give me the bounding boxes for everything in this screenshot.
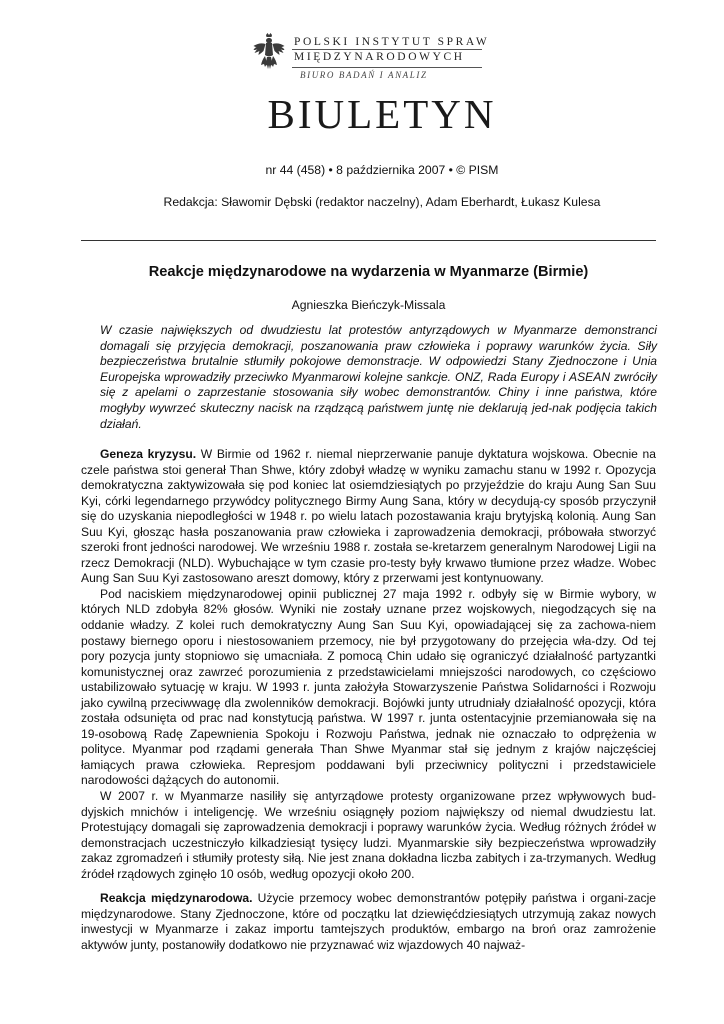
editors-line: Redakcja: Sławomir Dębski (redaktor naczelny), Adam Eberhardt, Łukasz Kulesa	[163, 195, 601, 209]
article-body	[81, 447, 656, 954]
section-lead-genesis: Geneza kryzysu.	[100, 447, 197, 461]
polish-eagle-emblem-icon	[252, 32, 286, 76]
section-lead-reaction: Reakcja międzynarodowa.	[100, 891, 253, 906]
document-header	[0, 0, 724, 160]
paragraph-protests-2007	[81, 789, 656, 882]
header-rule-bottom	[292, 67, 482, 68]
article-abstract: W czasie największych od dwudziestu lat protestów antyrządowych w Myanmarze demonstranci domagali się przyjęcia demokracji, poszanowania praw człowieka i poprawy warunków życia. Siły bezpieczeństwa brutalnie stłumiły pokojowe demonstracje. W odpowiedzi Stany Zjednoczone i Unia Europejska wprowadziły przeciwko Myanmarowi kolejne sankcje. ONZ, Rada Europy i ASEAN zwróciły się z apelami o zaprzestanie stosowania siły wobec demonstrantów. Chiny i inne państwa, które mogłyby wywrzeć skuteczny nacisk na rządzącą państwem juntę nie deklarują jed-nak podjęcia takich działań.	[100, 323, 657, 431]
department-name: BIURO BADAŃ I ANALIZ	[300, 70, 428, 80]
paragraph-elections	[81, 587, 656, 789]
header-rule-top	[292, 49, 482, 50]
institute-name-line1: POLSKI INSTYTUT SPRAW	[294, 36, 490, 48]
paragraph-text: W 2007 r. w Myanmarze nasiliły się antyrządowe protesty organizowane przez wpływowych bud-dyjskich mnichów i inteligencję. We wrześniu osiągnęły poziom największy od niemal dwudziestu lat. Protestujący domagali się zaprowadzenia demokracji i poprawy warunków życia. Według różnych źródeł w demonstracjach uczestniczyło kilkadziesiąt tysięcy ludzi. Myanmarskie siły bezpieczeństwa wprowadziły zakaz zgromadzeń i stłumiły protesty siłą. Nie jest znana dokładna liczba zabitych i za-trzymanych. Według źródeł rządowych zginęło 10 osób, według opozycji około 200.	[81, 789, 656, 881]
paragraph-genesis	[81, 447, 656, 587]
paragraph-text: Użycie przemocy wobec demonstrantów potępiły państwa i organi-zacje międzynarodowe. Stany Zjednoczone, które od początku lat dziewięćdziesiątych utrzymują zakaz nowych inwestycji w Myanmarze i zakaz importu tamtejszych produktów, embargo na broń oraz zamrożenie aktywów junty, postanowiły dodatkowo nie przyznawać wiz wjazdowych 40 najważ-	[81, 891, 656, 952]
article-title: Reakcje międzynarodowe na wydarzenia w Myanmarze (Birmie)	[148, 264, 589, 280]
article-author: Agnieszka Bieńczyk-Missala	[291, 298, 446, 312]
paragraph-text: W Birmie od 1962 r. niemal nieprzerwanie panuje dyktatura wojskowa. Obecnie na czele państwa stoi generał Than Shwe, który zdobył władzę w wyniku zamachu stanu w 1992 r. Opozycja demokratyczna zaktywizowała się pod koniec lat osiemdziesiątych po przyjeździe do kraju Aung San Suu Kyi, córki legendarnego przywódcy politycznego Birmy Aung Sana, który w decydują-cy sposób przyczynił się do uzyskania niepodległości w 1948 r. po wielu latach pozostawania kraju brytyjską kolonią. Aung San Suu Kyi, głosząc hasła poszanowania praw człowieka i zaprowadzenia demokracji, próbowała stworzyć szeroki front jedności narodowej. We wrześniu 1988 r. została se-kretarzem generalnym Narodowej Ligii na rzecz Demokracji (NLD). Wybuchające w tym czasie pro-testy były krwawo tłumione przez władze. Wobec Aung San Suu Kyi zastosowano areszt domowy, który z przerwami jest kontynuowany.	[81, 447, 656, 586]
header-divider	[81, 240, 656, 241]
institute-name-line2: MIĘDZYNARODOWYCH	[294, 51, 465, 63]
publication-title: BIULETYN	[267, 91, 497, 137]
paragraph-international-reaction	[81, 891, 656, 953]
issue-line: nr 44 (458) • 8 października 2007 • © PISM	[265, 163, 499, 177]
paragraph-text: Pod naciskiem międzynarodowej opinii publicznej 27 maja 1992 r. odbyły się w Birmie wybory, w których NLD zdobyła 82% głosów. Wyniki nie zostały uznane przez wojskowych, niegodzących się na oddanie władzy. Z kolei ruch demokratyczny Aung San Suu Kyi, opowiadającej się za zachowa-niem postawy biernego oporu i niestosowaniem przemocy, nie był przygotowany do przejęcia wła-dzy. Od tej pory pozycja junty stopniowo się umacniała. Z pomocą Chin udało się ograniczyć działalność partyzantki komunistycznej oraz zawrzeć porozumienia z przedstawicielami mniejszości narodowych, co częściowo ustabilizowało sytuację w kraju. W 1993 r. junta założyła Stowarzyszenie Państwa Solidarności i Rozwoju jako cywilną przeciwwagę dla zwolenników demokracji. Bojówki junty utrudniały działalność opozycji, która została odsunięta od prac nad konstytucją państwa. W 1997 r. junta ostentacyjnie przemianowała się na 19-osobową Radę Zapewnienia Spokoju i Rozwoju Państwa, jednak nie oznaczało to odprężenia w polityce. Myanmar pod rządami generała Than Shwe Myanmar stał się jednym z krajów najczęściej łamiących prawa człowieka. Represjom poddawani byli przeciwnicy polityczni i przedstawiciele narodowości dążących do autonomii.	[81, 586, 656, 788]
